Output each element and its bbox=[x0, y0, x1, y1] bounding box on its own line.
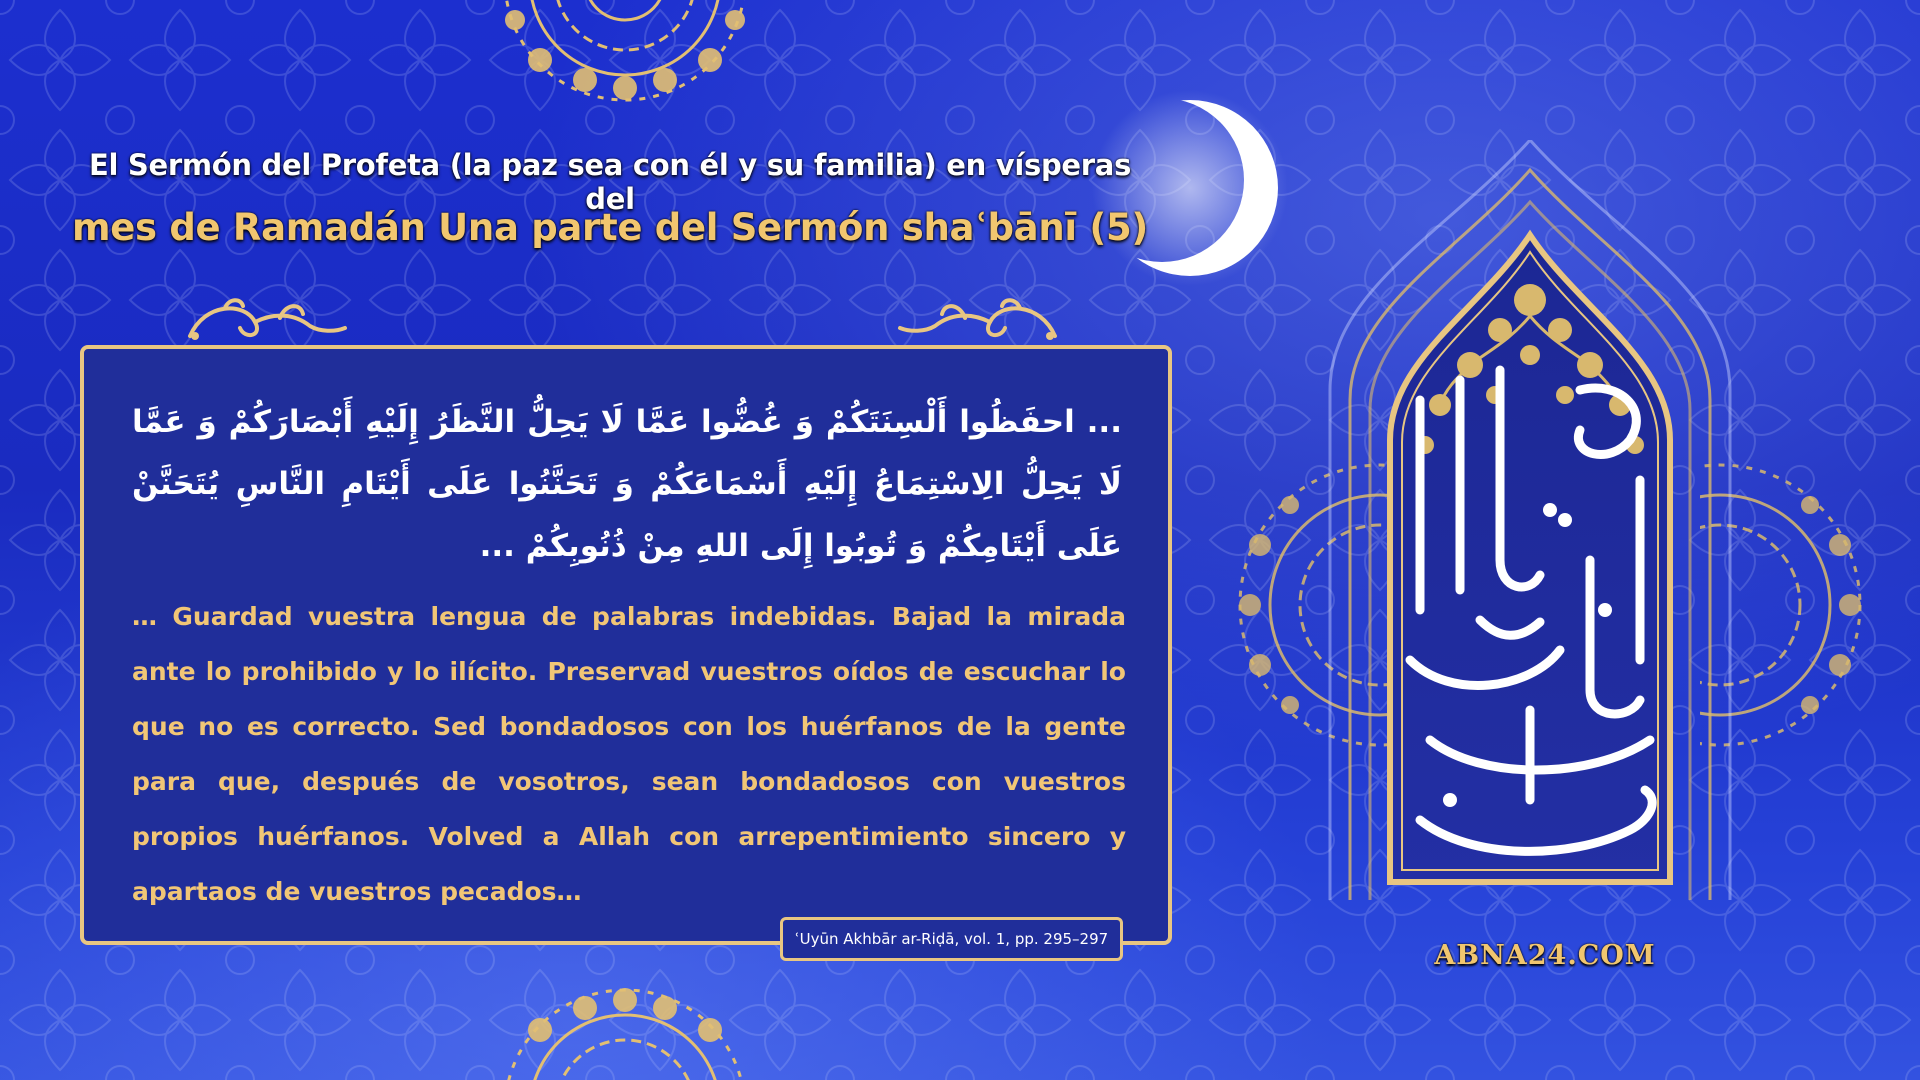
site-watermark: ABNA24.COM bbox=[1434, 940, 1656, 971]
title-line-1: El Sermón del Profeta (la paz sea con él y su familia) en vísperas del bbox=[88, 148, 1132, 216]
quote-panel bbox=[80, 345, 1172, 945]
right-flourish-ornament bbox=[895, 292, 1060, 342]
top-rosette-ornament bbox=[460, 0, 790, 120]
spanish-translation-text: … Guardad vuestra lengua de palabras indebidas. Bajad la mirada ante lo prohibido y lo ilícito. Preservad vuestros oídos de escuchar lo que no es correcto. Sed bondadosos con los huérfanos de la gente para que, después de vosotros, sean bondadosos con vuestros propios huérfanos. Volved a Allah con arrepentimiento sincero y apartaos de vuestros pecados… bbox=[132, 602, 1126, 906]
title-line-2: mes de Ramadán Una parte del Sermón shaʿbānī (5) bbox=[72, 206, 1148, 249]
bottom-rosette-ornament bbox=[460, 970, 790, 1080]
arabic-quote-text: ... احفَظُوا أَلْسِنَتَكُمْ وَ غُضُّوا عَمَّا لَا يَحِلُّ النَّظَرُ إِلَيْهِ أَبْصَارَكُمْ وَ عَمَّا لَا يَحِلُّ الِاسْتِمَاعُ إِلَيْهِ أَسْمَاعَكُمْ وَ تَحَنَّنُوا عَلَى أَيْتَامِ النَّاسِ يُتَحَنَّنْ عَلَى أَيْتَامِكُمْ وَ تُوبُوا إِلَى اللهِ مِنْ ذُنُوبِكُمْ ... bbox=[132, 404, 1122, 564]
source-citation: ʿUyūn Akhbār ar-Riḍā, vol. 1, pp. 295–297 bbox=[780, 917, 1123, 961]
left-flourish-ornament bbox=[185, 292, 350, 342]
calligraphy-artwork bbox=[1390, 360, 1680, 880]
